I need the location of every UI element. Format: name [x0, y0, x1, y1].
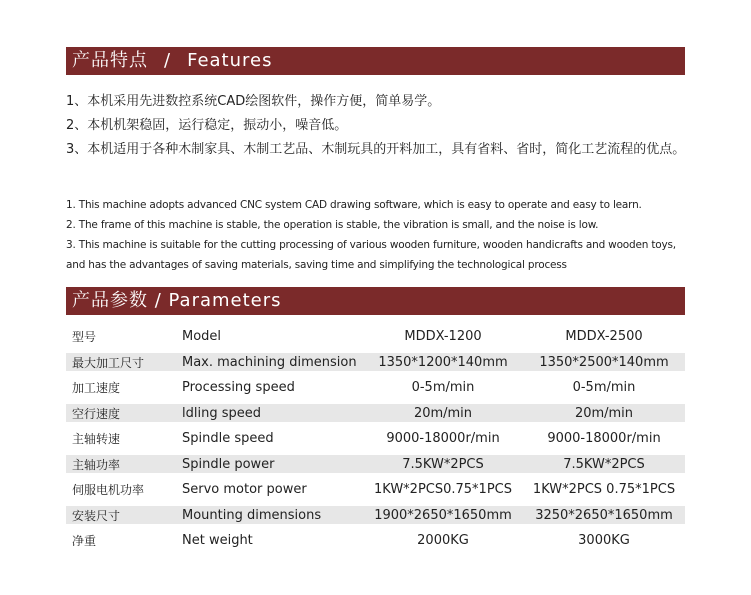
param-name-cn: 加工速度 [72, 381, 121, 396]
param-value-model-b: 9000-18000r/min [547, 431, 661, 447]
table-row [66, 528, 685, 554]
parameters-title: 产品参数 / Parameters [72, 290, 282, 311]
param-name-en: Model [182, 329, 222, 345]
table-row [66, 324, 685, 350]
table-row [66, 353, 685, 371]
param-name-cn: 最大加工尺寸 [72, 355, 145, 370]
feature-en-item: 1. This machine adopts advanced CNC system CAD drawing software, which is easy to operate and easy to learn. [66, 199, 642, 211]
param-value-model-b: MDDX-2500 [565, 329, 643, 345]
features-title-cn: 产品特点 [72, 50, 148, 71]
table-row [66, 404, 685, 422]
param-value-model-a: 7.5KW*2PCS [402, 456, 484, 472]
param-name-en: Max. machining dimension [182, 354, 357, 370]
param-name-cn: 空行速度 [72, 406, 121, 421]
param-name-en: Mounting dimensions [182, 507, 322, 523]
param-value-model-a: MDDX-1200 [404, 329, 482, 345]
table-row [66, 477, 685, 503]
param-name-cn: 安装尺寸 [72, 508, 121, 523]
param-name-cn: 净重 [72, 534, 97, 549]
features-banner [66, 47, 685, 75]
param-value-model-a: 1350*1200*140mm [378, 354, 508, 370]
param-value-model-a: 9000-18000r/min [386, 431, 500, 447]
feature-cn-item: 3、本机适用于各种木制家具、木制工艺品、木制玩具的开料加工，具有省料、省时，简化工艺流程的优点。 [66, 142, 686, 157]
feature-cn-item: 1、本机采用先进数控系统CAD绘图软件，操作方便，简单易学。 [66, 94, 441, 109]
param-name-cn: 型号 [72, 330, 97, 345]
param-name-en: Spindle power [182, 456, 275, 472]
feature-en-item: and has the advantages of saving materials, saving time and simplifying the technological process [66, 259, 567, 271]
param-name-en: Processing speed [182, 380, 295, 396]
param-name-cn: 主轴转速 [72, 432, 121, 447]
table-row [66, 455, 685, 473]
param-value-model-b: 3250*2650*1650mm [535, 507, 673, 523]
param-value-model-b: 1KW*2PCS 0.75*1PCS [532, 482, 676, 498]
table-row [66, 375, 685, 401]
parameters-table [66, 324, 685, 554]
param-value-model-b: 1350*2500*140mm [539, 354, 669, 370]
table-row [66, 426, 685, 452]
param-value-model-a: 2000KG [417, 533, 469, 549]
param-name-en: Servo motor power [182, 482, 307, 498]
param-value-model-a: 1KW*2PCS0.75*1PCS [373, 482, 512, 498]
features-en-list [66, 195, 690, 275]
param-value-model-b: 7.5KW*2PCS [563, 456, 645, 472]
features-title-separator: / [164, 50, 172, 71]
param-value-model-b: 3000KG [578, 533, 630, 549]
param-name-cn: 伺服电机功率 [72, 483, 145, 498]
param-name-en: Net weight [182, 533, 253, 549]
param-name-en: Spindle speed [182, 431, 274, 447]
features-title-en: Features [187, 50, 273, 71]
feature-cn-item: 2、本机机架稳固，运行稳定，振动小，噪音低。 [66, 118, 348, 133]
param-name-en: ldling speed [182, 405, 261, 421]
param-value-model-a: 1900*2650*1650mm [374, 507, 512, 523]
param-value-model-b: 20m/min [574, 405, 634, 421]
feature-en-item: 3. This machine is suitable for the cutting processing of various wooden furniture, wooden handicrafts and wooden toys, [66, 239, 676, 251]
param-value-model-a: 20m/min [413, 405, 473, 421]
parameters-banner [66, 287, 685, 315]
param-value-model-b: 0-5m/min [572, 380, 636, 396]
param-name-cn: 主轴功率 [72, 457, 121, 472]
feature-en-item: 2. The frame of this machine is stable, the operation is stable, the vibration is small, and the noise is low. [66, 219, 599, 231]
features-cn-list [66, 90, 690, 162]
param-value-model-a: 0-5m/min [411, 380, 475, 396]
table-row [66, 506, 685, 524]
